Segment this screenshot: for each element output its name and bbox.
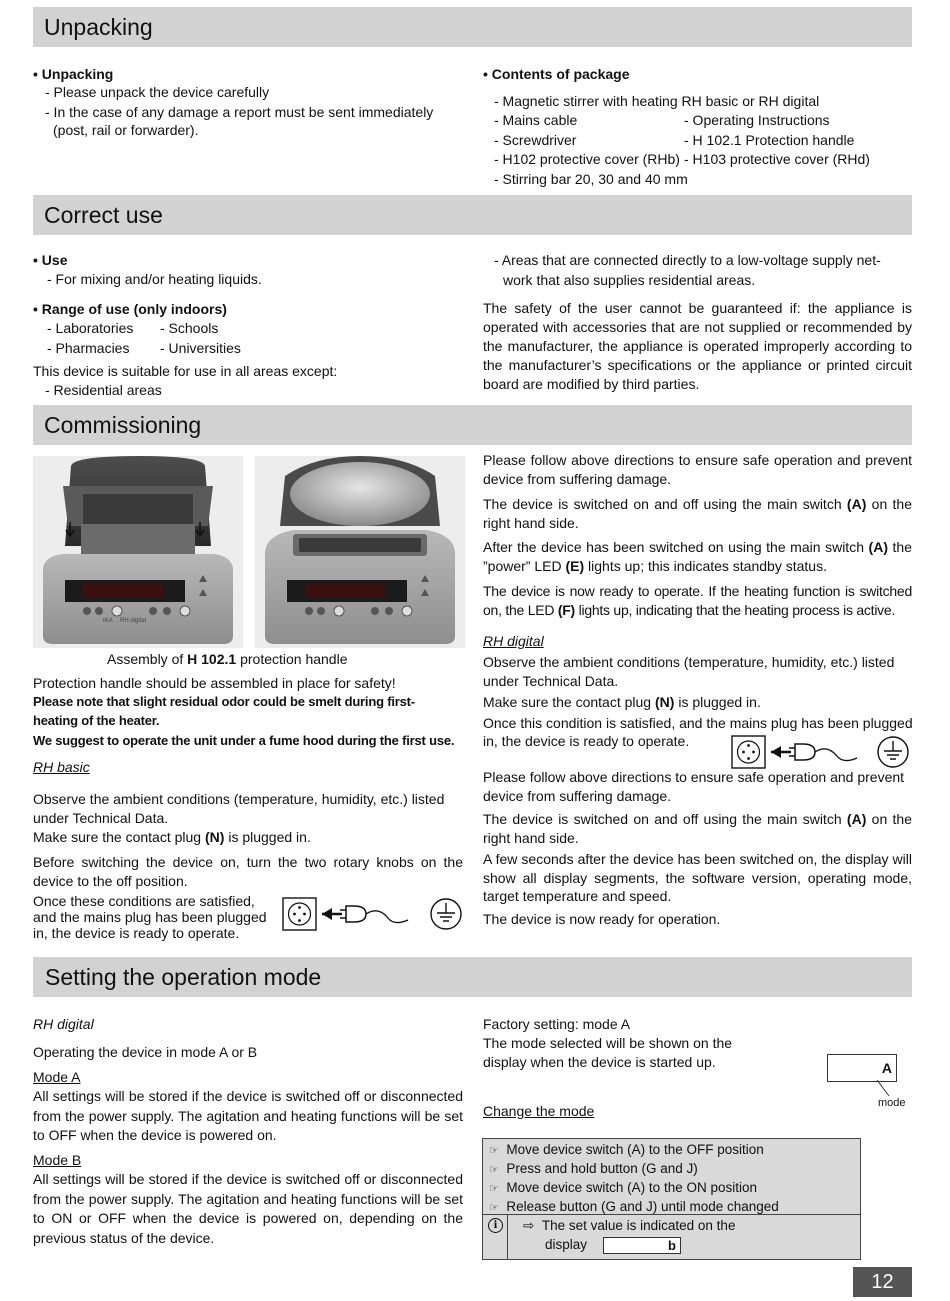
range-item: - Universities	[160, 340, 241, 356]
plug-diagram	[731, 734, 913, 770]
mode-b-text: All settings will be stored if the device is switched off or disconnected from the power supply. The agitation and heating functions will be set to ON or OFF when the device is powered on, depending on the previous status of the device.	[33, 1171, 463, 1246]
d-ambient: Observe the ambient conditions (temperature, humidity, etc.) listed under Technical Data.	[483, 654, 895, 689]
hand-pointer-icon: ☞	[489, 1164, 499, 1176]
change-mode-heading: Change the mode	[483, 1103, 595, 1119]
contents-heading: • Contents of package	[483, 66, 630, 82]
areas-line: work that also supplies residential areas.	[503, 272, 756, 288]
arrow-right-icon: ⇨	[523, 1218, 535, 1233]
section-bar-correct-use	[33, 195, 912, 235]
set-value-box: b	[603, 1237, 681, 1254]
basic-once: Once these conditions are satisfied, and the mains plug has been plugged in, the device is ready to operate.	[33, 893, 267, 941]
mode-display-value: A	[881, 1060, 892, 1076]
d-follow: Please follow above directions to ensure safe operation and prevent device from suffering damage.	[483, 769, 905, 804]
range-item: - Schools	[160, 320, 219, 336]
mode-rh-digital: RH digital	[33, 1016, 94, 1032]
r-follow: Please follow above directions to ensure safe operation and prevent device from suffering damage.	[483, 452, 912, 487]
section-title: Setting the operation mode	[45, 964, 322, 990]
contents-item: - Mains cable	[494, 112, 578, 128]
contents-item: - H102 protective cover (RHb)	[494, 151, 680, 167]
page-number: 12	[853, 1267, 912, 1297]
basic-contact: Make sure the contact plug (N) is plugged in.	[33, 829, 311, 845]
step-row: ☞ Press and hold button (G and J)	[489, 1161, 698, 1176]
contents-item: - Magnetic stirrer with heating RH basic or RH digital	[494, 93, 820, 109]
photo-caption: Assembly of H 102.1 protection handle	[107, 651, 348, 667]
r-ready: The device is now ready to operate. If the heating function is switched on, the LED (F) lights up, indicating that the heating process is active.	[483, 583, 912, 618]
section-bar-unpacking	[33, 7, 912, 47]
info-icon: i	[488, 1218, 503, 1233]
plug-diagram	[282, 896, 464, 932]
areas-line: - Areas that are connected directly to a low-voltage supply net-	[494, 252, 881, 268]
rh-basic-heading: RH basic	[33, 759, 90, 775]
range-item: - Laboratories	[47, 320, 134, 336]
d-once: Once this condition is satisfied, and the mains plug has been plugged	[483, 715, 913, 731]
unpacking-line: - Please unpack the device carefully	[45, 84, 270, 100]
d-once: in, the device is ready to operate.	[483, 733, 690, 749]
hand-pointer-icon: ☞	[489, 1145, 499, 1157]
plug-icon	[795, 744, 815, 760]
set-value-display: display	[545, 1237, 588, 1252]
rh-digital-heading: RH digital	[483, 633, 544, 649]
pointer-line	[875, 1080, 895, 1098]
use-line: - For mixing and/or heating liquids.	[47, 271, 262, 287]
hand-pointer-icon: ☞	[489, 1202, 499, 1214]
info-box	[482, 1214, 861, 1260]
mode-shown: display when the device is started up.	[483, 1054, 716, 1070]
steps-box	[482, 1138, 861, 1216]
photo-handle-assembly	[33, 456, 243, 648]
arrow-left-icon	[771, 746, 781, 758]
basic-ambient: Observe the ambient conditions (temperature, humidity, etc.) listed under Technical Data.	[33, 791, 445, 826]
brand-label: IKA	[103, 618, 113, 624]
arrow-left-icon	[322, 908, 332, 920]
use-heading: • Use	[33, 252, 68, 268]
odor-note: heating of the heater.	[33, 713, 160, 728]
d-switch: The device is switched on and off using the main switch (A) on the right hand side.	[483, 811, 913, 846]
odor-note: Please note that slight residual odor could be smelt during first-	[33, 694, 415, 709]
contents-item: - Screwdriver	[494, 132, 577, 148]
mode-operating: Operating the device in mode A or B	[33, 1044, 258, 1060]
d-contact: Make sure the contact plug (N) is plugged in.	[483, 694, 761, 710]
r-switch: The device is switched on and off using the main switch (A) on the right hand side.	[483, 496, 913, 531]
mode-display	[827, 1054, 897, 1082]
mode-display-label: mode	[878, 1097, 906, 1109]
step-row: ☞ Move device switch (A) to the ON position	[489, 1180, 757, 1195]
suitable-text: This device is suitable for use in all areas except:	[33, 363, 338, 379]
handle-note: Protection handle should be assembled in place for safety!	[33, 675, 396, 691]
unpacking-line: - In the case of any damage a report must be sent immediately	[45, 104, 434, 120]
photo-device-assembled	[255, 456, 465, 648]
mode-a-text: All settings will be stored if the device is switched off or disconnected from the power supply. The agitation and heating functions will be set to OFF when the device is powered on.	[33, 1088, 463, 1143]
range-heading: • Range of use (only indoors)	[33, 301, 227, 317]
section-title: Unpacking	[44, 14, 153, 40]
unpacking-heading: • Unpacking	[33, 66, 114, 82]
safety-paragraph: The safety of the user cannot be guaranteed if: the appliance is operated with accessories that are not supplied or recommended by the manufacturer, the appliance is operated improperly according to the manufacturer’s specifications or the appliance or printed circuit board are modified by third parties.	[483, 300, 912, 392]
mode-a-heading: Mode A	[33, 1069, 81, 1085]
section-bar-commissioning	[33, 405, 912, 445]
range-item: - Pharmacies	[47, 340, 130, 356]
step-row: ☞ Release button (G and J) until mode changed	[489, 1199, 779, 1214]
mode-b-heading: Mode B	[33, 1152, 82, 1168]
contents-item: - H103 protective cover (RHd)	[684, 151, 870, 167]
set-value-text: The set value is indicated on the	[541, 1218, 736, 1233]
d-seconds: A few seconds after the device has been switched on, the display will show all display segments, the software version, operating mode, target temperature and speed.	[483, 851, 912, 904]
contents-item: - Stirring bar 20, 30 and 40 mm	[494, 171, 688, 187]
r-after: After the device has been switched on using the main switch (A) the ”power” LED (E) lights up; this indicates standby status.	[483, 539, 913, 574]
factory-setting: Factory setting: mode A	[483, 1016, 631, 1032]
contents-item: - Operating Instructions	[684, 112, 830, 128]
unpacking-line: (post, rail or forwarder).	[53, 122, 199, 138]
mode-shown: The mode selected will be shown on the	[483, 1035, 733, 1051]
model-label: RH digital	[120, 618, 147, 624]
section-title: Commissioning	[44, 412, 202, 438]
section-bar-setting-mode	[33, 957, 912, 997]
plug-icon	[346, 906, 366, 922]
d-ready: The device is now ready for operation.	[483, 911, 721, 927]
contents-item: - H 102.1 Protection handle	[684, 132, 855, 148]
residential-item: - Residential areas	[45, 382, 162, 398]
step-row: ☞ Move device switch (A) to the OFF position	[489, 1142, 764, 1157]
hand-pointer-icon: ☞	[489, 1183, 499, 1195]
basic-knobs: Before switching the device on, turn the two rotary knobs on the device to the off position.	[33, 854, 463, 889]
fume-note: We suggest to operate the unit under a fume hood during the first use.	[33, 733, 455, 748]
section-title: Correct use	[44, 202, 163, 228]
